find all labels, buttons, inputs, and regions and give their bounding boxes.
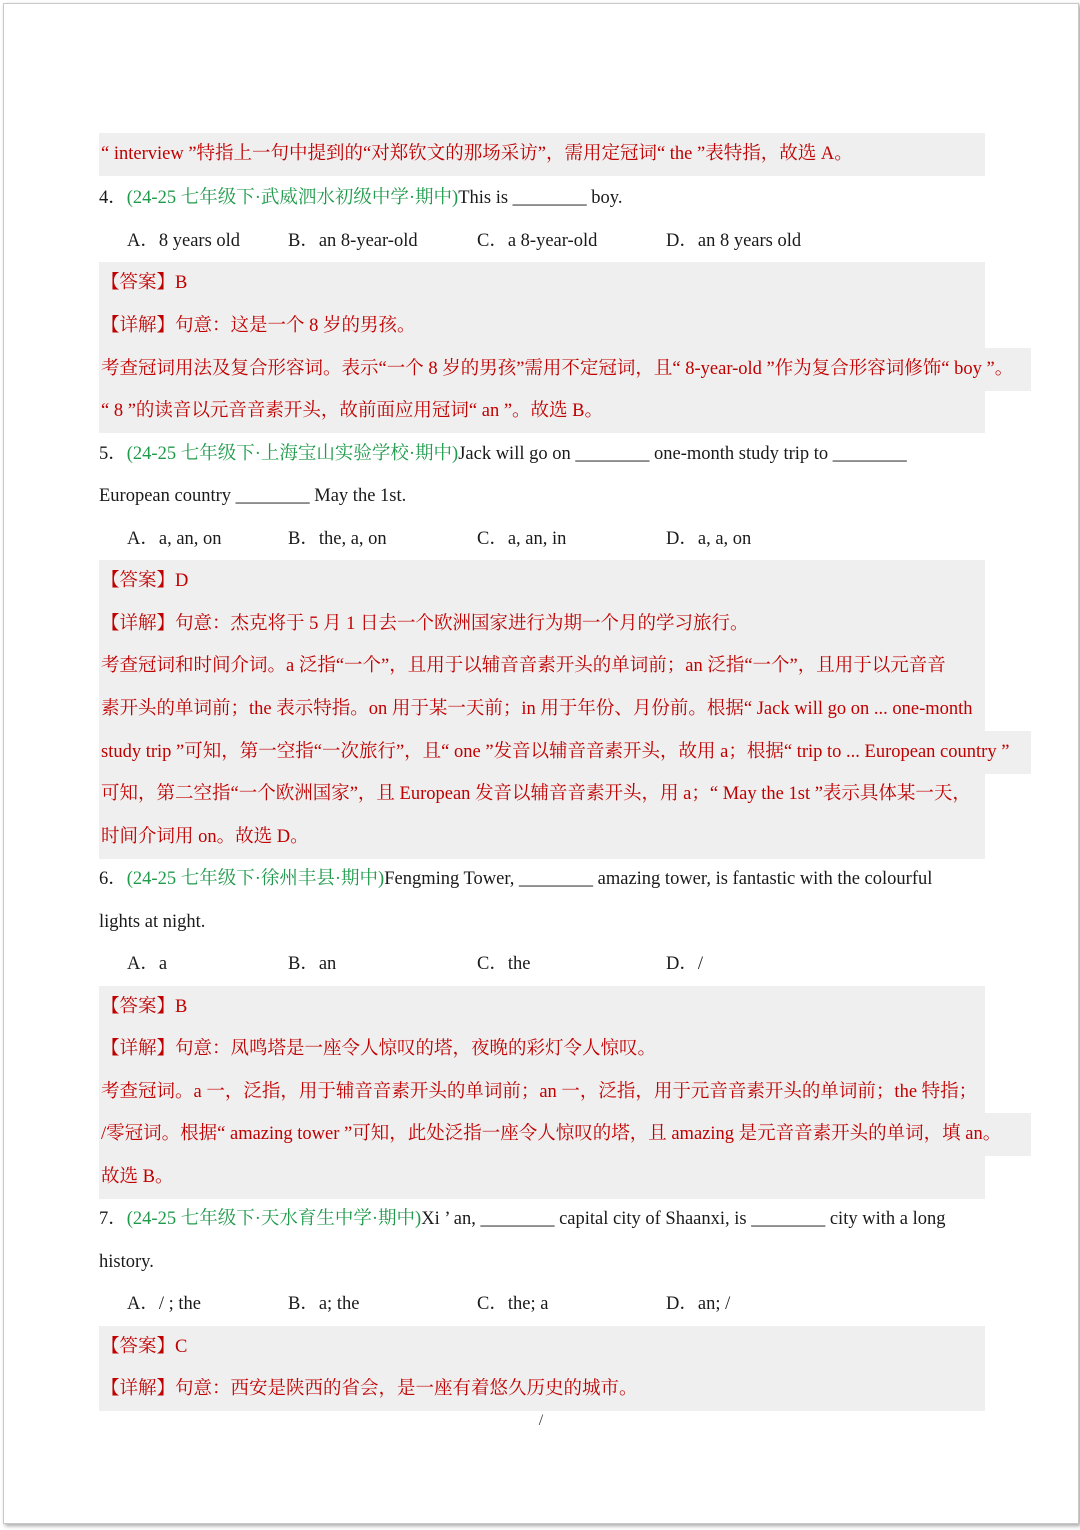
- option-b[interactable]: B．an 8-year-old: [288, 231, 418, 251]
- option-d[interactable]: D．/: [666, 954, 704, 974]
- question-text: Fengming Tower, ________ amazing tower, is fantastic with the colourful: [384, 869, 933, 889]
- question-source: (24-25 七年级下·徐州丰县·期中): [126, 869, 385, 889]
- previous-detail-continuation: “ interview ”特指上一句中提到的“对郑钦文的那场采访”，需用定冠词“ the ”表特指，故选 A。: [99, 133, 985, 176]
- question-number: 4．: [99, 188, 127, 208]
- question-text: This is ________ boy.: [458, 188, 623, 208]
- question-5-detail-line: study trip ”可知，第一空指“一次旅行”，且“ one ”发音以辅音音素开头，故用 a；根据“ trip to ... European country ”: [99, 731, 1031, 774]
- option-d[interactable]: D．an 8 years old: [666, 231, 802, 251]
- option-b[interactable]: B．an: [288, 954, 337, 974]
- question-7-detail-line: 【详解】句意：西安是陕西的省会，是一座有着悠久历史的城市。: [99, 1368, 985, 1411]
- option-a[interactable]: A．a: [127, 954, 168, 974]
- question-6-detail-line: 故选 B。: [99, 1156, 985, 1199]
- question-4-answer: 【答案】B: [99, 262, 985, 305]
- question-number: 5．: [99, 444, 127, 464]
- question-4-detail-line: 考查冠词用法及复合形容词。表示“一个 8 岁的男孩”需用不定冠词，且“ 8-year-old ”作为复合形容词修饰“ boy ”。: [99, 348, 1031, 391]
- question-5-detail-line: 考查冠词和时间介词。a 泛指“一个”，且用于以辅音音素开头的单词前；an 泛指“一个”，且用于以元音音: [99, 645, 985, 688]
- question-6-detail-line: 【详解】句意：凤鸣塔是一座令人惊叹的塔，夜晚的彩灯令人惊叹。: [99, 1028, 985, 1071]
- question-6-stem: [99, 858, 932, 901]
- question-5-detail-line: 【详解】句意：杰克将于 5 月 1 日去一个欧洲国家进行为期一个月的学习旅行。: [99, 603, 985, 646]
- question-7-answer: 【答案】C: [99, 1326, 985, 1369]
- option-c[interactable]: C．a, an, in: [477, 529, 567, 549]
- question-5-detail-line: 素开头的单词前；the 表示特指。on 用于某一天前；in 用于年份、月份前。根据“ Jack will go on ... one-month: [99, 688, 985, 731]
- question-text: Xi ’ an, ________ capital city of Shaanxi, is ________ city with a long: [421, 1209, 946, 1229]
- question-4-stem: [99, 177, 622, 220]
- question-7-stem-continued: history.: [99, 1252, 154, 1272]
- option-c[interactable]: C．the: [477, 954, 531, 974]
- question-6-answer: 【答案】B: [99, 986, 985, 1029]
- question-source: (24-25 七年级下·武威泗水初级中学·期中): [126, 188, 459, 208]
- question-number: 7．: [99, 1209, 127, 1229]
- question-4-options: [99, 220, 999, 263]
- option-c[interactable]: C．a 8-year-old: [477, 231, 598, 251]
- question-4-detail-line: “ 8 ”的读音以元音音素开头，故前面应用冠词“ an ”。故选 B。: [99, 390, 985, 433]
- question-5-answer: 【答案】D: [99, 560, 985, 603]
- question-number: 6．: [99, 869, 127, 889]
- question-7-options: [99, 1283, 999, 1326]
- option-d[interactable]: D．an; /: [666, 1294, 731, 1314]
- option-b[interactable]: B．a; the: [288, 1294, 360, 1314]
- option-a[interactable]: A．/ ; the: [127, 1294, 201, 1314]
- question-5-detail-line: 时间介词用 on。故选 D。: [99, 816, 985, 859]
- question-6-options: [99, 943, 999, 986]
- question-6-detail-line: /零冠词。根据“ amazing tower ”可知，此处泛指一座令人惊叹的塔，且 amazing 是元音音素开头的单词，填 an。: [99, 1113, 1031, 1156]
- question-text: Jack will go on ________ one-month study trip to ________: [458, 444, 907, 464]
- question-5-options: [99, 518, 999, 561]
- question-6-stem-continued: lights at night.: [99, 912, 206, 932]
- question-7-stem: [99, 1198, 945, 1241]
- option-a[interactable]: A．a, an, on: [127, 529, 222, 549]
- question-5-detail-line: 可知，第二空指“一个欧洲国家”，且 European 发音以辅音音素开头，用 a；“ May the 1st ”表示具体某一天，: [99, 773, 985, 816]
- option-a[interactable]: A．8 years old: [127, 231, 241, 251]
- document-page: [3, 3, 1079, 1524]
- question-source: (24-25 七年级下·天水育生中学·期中): [126, 1209, 422, 1229]
- question-5-stem-continued: European country ________ May the 1st.: [99, 486, 407, 506]
- question-5-stem: [99, 433, 907, 476]
- question-source: (24-25 七年级下·上海宝山实验学校·期中): [126, 444, 459, 464]
- question-6-detail-line: 考查冠词。a 一，泛指，用于辅音音素开头的单词前；an 一，泛指，用于元音音素开头的单词前；the 特指；: [99, 1071, 985, 1114]
- option-c[interactable]: C．the; a: [477, 1294, 549, 1314]
- option-d[interactable]: D．a, a, on: [666, 529, 752, 549]
- option-b[interactable]: B．the, a, on: [288, 529, 387, 549]
- question-4-detail-line: 【详解】句意：这是一个 8 岁的男孩。: [99, 305, 985, 348]
- page-number: /: [538, 1412, 544, 1429]
